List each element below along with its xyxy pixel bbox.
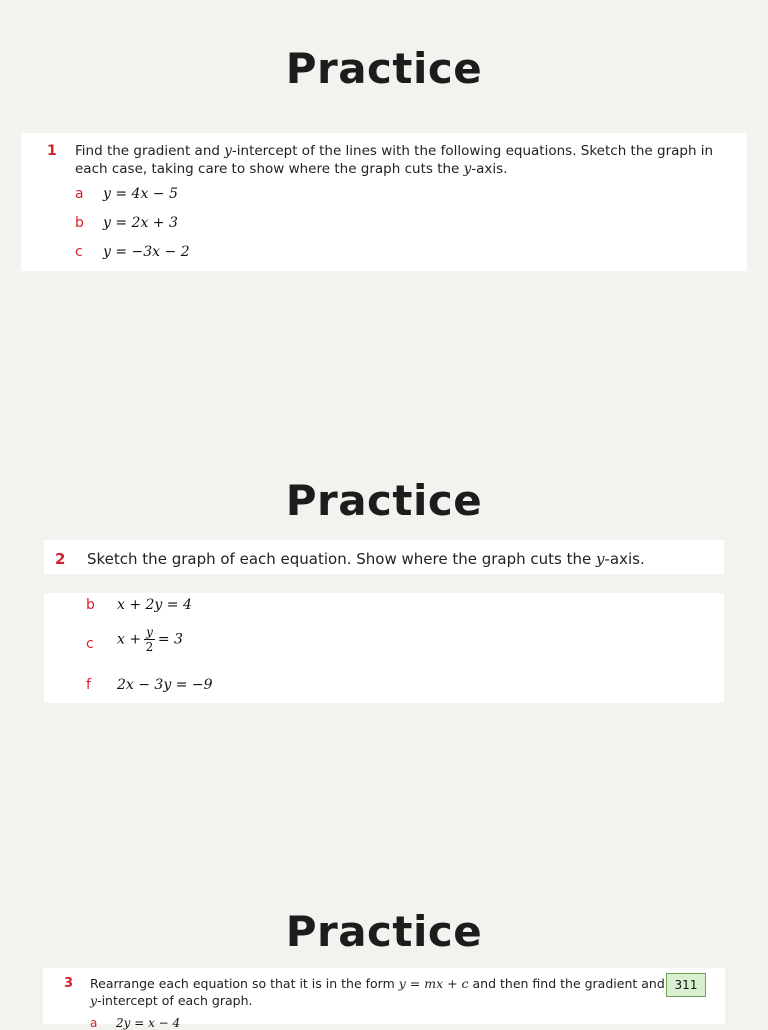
question-2-card <box>44 540 724 574</box>
question-2-text: Sketch the graph of each equation. Show where the graph cuts the y-axis. <box>87 550 645 568</box>
item-1b-equation: y = 2x + 3 <box>103 215 178 231</box>
section-2-heading: Practice <box>285 476 483 525</box>
item-1b-letter: b <box>75 215 84 231</box>
item-1c-equation: y = −3x − 2 <box>103 244 190 260</box>
section-3-heading: Practice <box>285 907 483 956</box>
item-1a-letter: a <box>75 186 84 202</box>
item-3a-equation: 2y = x − 4 <box>116 1016 181 1030</box>
item-2b-equation: x + 2y = 4 <box>117 597 192 613</box>
item-1a-equation: y = 4x − 5 <box>103 186 178 202</box>
item-2c-equation: x + $\frac{y}{2}$ = 3 <box>117 625 183 654</box>
question-2-number: 2 <box>55 550 66 568</box>
section-1-heading: Practice <box>285 44 483 93</box>
question-1-number: 1 <box>47 143 57 159</box>
item-2c-letter: c <box>86 636 94 652</box>
question-3-card <box>43 968 725 1030</box>
item-3a-letter: a <box>90 1016 98 1030</box>
item-2b-letter: b <box>86 597 95 613</box>
fraction: $\frac{y}{2}$ <box>145 625 154 654</box>
item-2f-letter: f <box>86 677 91 693</box>
item-1c-letter: c <box>75 244 83 260</box>
question-3-text: Rearrange each equation so that it is in the form y = mx + c and then find the gradient and y-intercept of each graph. <box>90 976 665 1008</box>
question-1-card <box>21 133 747 271</box>
item-2f-equation: 2x − 3y = −9 <box>117 677 213 693</box>
question-3-number: 3 <box>64 976 74 991</box>
question-2-items-card <box>44 593 724 703</box>
question-1-text: Find the gradient and y-intercept of the lines with the following equations. Sketch the graph in each case, taking care to show where the graph cuts the y-axis. <box>75 143 714 177</box>
page-number-badge: 311 <box>666 973 706 997</box>
